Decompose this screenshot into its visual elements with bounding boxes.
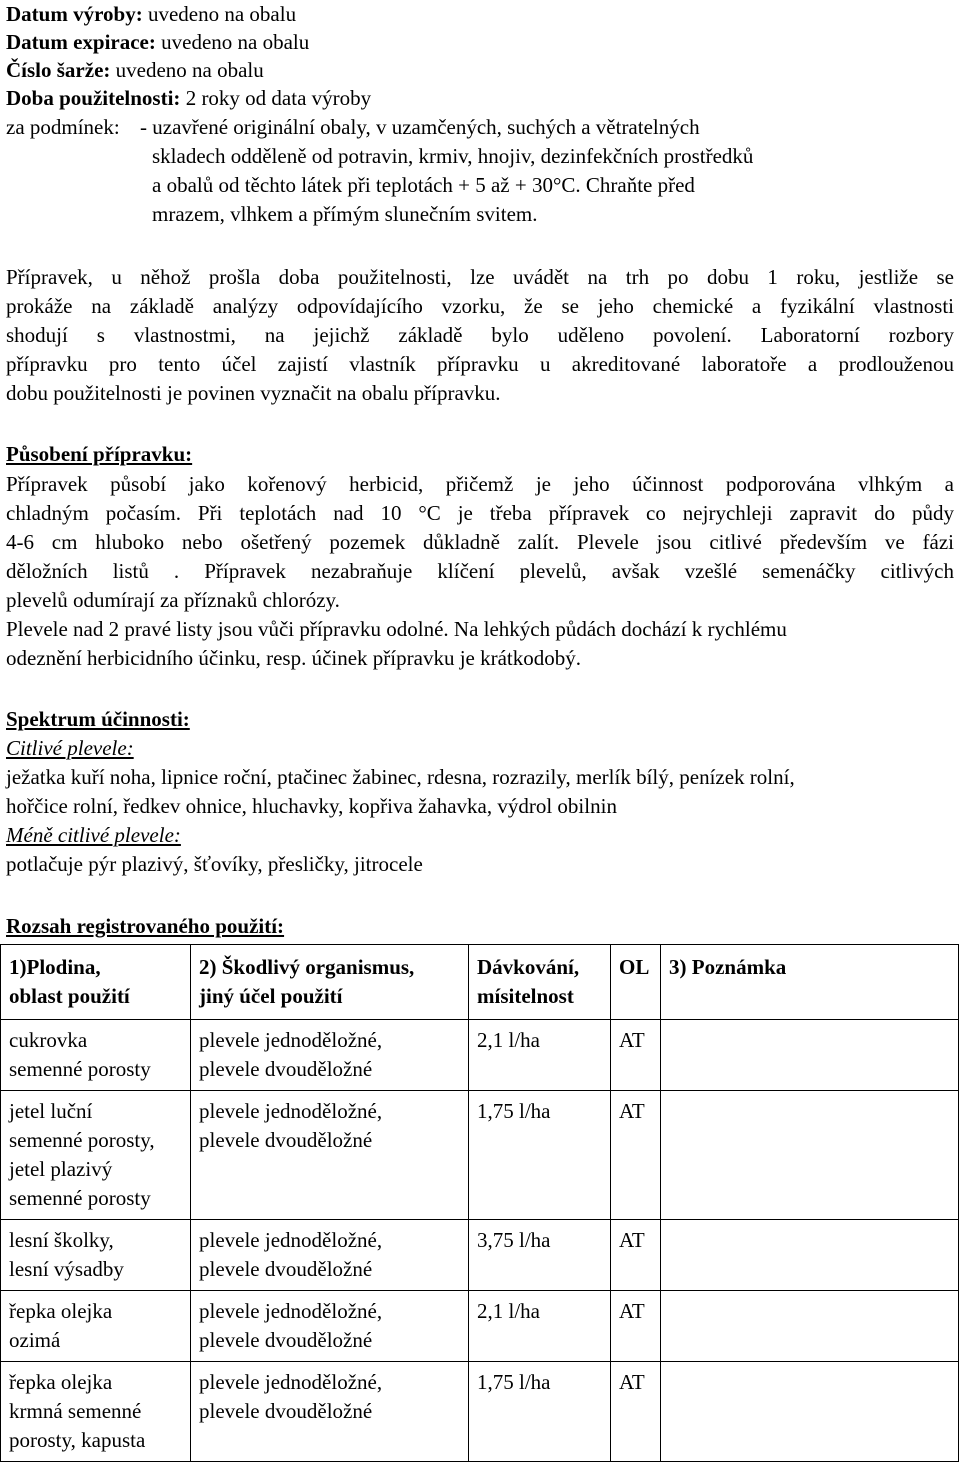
target-cell — [191, 1291, 469, 1362]
expiry-paragraph-line: přípravku pro tento účel zajistí vlastník přípravku u akreditované laboratoře a prodlouženou — [6, 352, 954, 376]
target-cell — [191, 1220, 469, 1291]
action-paragraph-line: 4-6 cm hluboko nebo ošetřený pozemek důkladně zalít. Plevele jsou citlivé především ve fázi — [6, 530, 954, 554]
registration-table — [0, 944, 959, 1462]
shelf-life-value: 2 roky od data výroby — [180, 86, 372, 110]
target-text: plevele jednoděložné, plevele dvouděložné — [199, 1028, 383, 1081]
column-header-target — [191, 945, 469, 1020]
column-header-crop — [1, 945, 191, 1020]
dose-cell — [469, 1291, 611, 1362]
ol-text: AT — [619, 1228, 645, 1252]
dose-text: 3,75 l/ha — [477, 1228, 551, 1252]
conditions-line: - uzavřené originální obaly, v uzamčených, suchých a větratelných — [140, 115, 700, 139]
shelf-life — [6, 84, 371, 113]
ol-cell — [611, 1091, 661, 1220]
ol-cell — [611, 1220, 661, 1291]
table-header-row — [1, 945, 959, 1020]
column-header-dose — [469, 945, 611, 1020]
column-header-text: 2) Škodlivý organismus, jiný účel použití — [199, 955, 415, 1008]
column-header-text: OL — [619, 955, 650, 979]
table-row — [1, 1291, 959, 1362]
column-header-text: 3) Poznámka — [669, 955, 787, 979]
dose-text: 1,75 l/ha — [477, 1370, 551, 1394]
target-cell — [191, 1362, 469, 1462]
less-sensitive-weeds-label: Méně citlivé plevele: — [6, 823, 181, 847]
sensitive-weeds-label: Citlivé plevele: — [6, 736, 134, 760]
action-paragraph-line: Přípravek působí jako kořenový herbicid, přičemž je jeho účinnost podporována vlhkým a — [6, 472, 954, 496]
ol-cell — [611, 1362, 661, 1462]
column-header-ol — [611, 945, 661, 1020]
expiry-paragraph-line: Přípravek, u něhož prošla doba použitelnosti, lze uvádět na trh po dobu 1 roku, jestliže se — [6, 265, 954, 289]
column-header-note — [661, 945, 959, 1020]
column-header-text: Dávkování, mísitelnost — [477, 955, 580, 1008]
spectrum-heading: Spektrum účinnosti: — [6, 707, 190, 731]
action-paragraph-line: Plevele nad 2 pravé listy jsou vůči přípravku odolné. Na lehkých půdách dochází k rychlému — [6, 617, 787, 641]
expiry-date-label: Datum expirace: — [6, 30, 156, 54]
ol-text: AT — [619, 1099, 645, 1123]
note-cell — [661, 1291, 959, 1362]
dose-text: 2,1 l/ha — [477, 1028, 540, 1052]
batch-number-value: uvedeno na obalu — [110, 58, 264, 82]
note-cell — [661, 1091, 959, 1220]
manufacture-date — [6, 0, 296, 29]
ol-cell — [611, 1291, 661, 1362]
table-row — [1, 1091, 959, 1220]
dose-cell — [469, 1220, 611, 1291]
registration-heading: Rozsah registrovaného použití: — [6, 914, 285, 938]
less-sensitive-weeds-line: potlačuje pýr plazivý, šťovíky, přesličky, jitrocele — [6, 852, 423, 876]
action-paragraph-line: chladným počasím. Při teplotách nad 10 °C je třeba přípravek co nejrychleji zapravit do půdy — [6, 501, 954, 525]
sensitive-weeds-line: ježatka kuří noha, lipnice roční, ptačinec žabinec, rdesna, rozrazily, merlík bílý, penízek rolní, — [6, 765, 795, 789]
target-text: plevele jednoděložné, plevele dvouděložné — [199, 1370, 383, 1423]
ol-text: AT — [619, 1299, 645, 1323]
ol-text: AT — [619, 1028, 645, 1052]
dose-cell — [469, 1362, 611, 1462]
crop-text: lesní školky, lesní výsadby — [9, 1228, 124, 1281]
crop-cell — [1, 1091, 191, 1220]
manufacture-date-label: Datum výroby: — [6, 2, 143, 26]
conditions-line: skladech odděleně od potravin, krmiv, hnojiv, dezinfekčních prostředků — [152, 144, 754, 168]
expiry-date — [6, 28, 309, 57]
dose-text: 1,75 l/ha — [477, 1099, 551, 1123]
expiry-paragraph-line: dobu použitelnosti je povinen vyznačit na obalu přípravku. — [6, 381, 501, 405]
action-heading: Působení přípravku: — [6, 442, 193, 466]
crop-text: cukrovka semenné porosty — [9, 1028, 151, 1081]
note-cell — [661, 1362, 959, 1462]
expiry-date-value: uvedeno na obalu — [155, 30, 310, 54]
crop-cell — [1, 1020, 191, 1091]
action-paragraph-line: odeznění herbicidního účinku, resp. účinek přípravku je krátkodobý. — [6, 646, 581, 670]
target-cell — [191, 1020, 469, 1091]
crop-text: řepka olejka ozimá — [9, 1299, 113, 1352]
crop-cell — [1, 1362, 191, 1462]
target-cell — [191, 1091, 469, 1220]
dose-cell — [469, 1091, 611, 1220]
crop-text: řepka olejka krmná semenné porosty, kapusta — [9, 1370, 146, 1452]
column-header-text: 1)Plodina, oblast použití — [9, 955, 130, 1008]
crop-cell — [1, 1220, 191, 1291]
target-text: plevele jednoděložné, plevele dvouděložné — [199, 1228, 383, 1281]
table-row — [1, 1220, 959, 1291]
ol-text: AT — [619, 1370, 645, 1394]
table-row — [1, 1020, 959, 1091]
batch-number — [6, 56, 264, 85]
shelf-life-label: Doba použitelnosti: — [6, 86, 181, 110]
manufacture-date-value: uvedeno na obalu — [142, 2, 297, 26]
conditions-line: mrazem, vlhkem a přímým slunečním svitem. — [152, 202, 538, 226]
target-text: plevele jednoděložné, plevele dvouděložné — [199, 1299, 383, 1352]
sensitive-weeds-line: hořčice rolní, ředkev ohnice, hluchavky, kopřiva žahavka, výdrol obilnin — [6, 794, 617, 818]
ol-cell — [611, 1020, 661, 1091]
table-row — [1, 1362, 959, 1462]
action-paragraph-line: plevelů odumírají za příznaků chlorózy. — [6, 588, 340, 612]
conditions-label: za podmínek: — [6, 115, 120, 139]
crop-text: jetel luční semenné porosty, jetel plazivý semenné porosty — [9, 1099, 155, 1210]
expiry-paragraph-line: prokáže na základě analýzy odpovídajícího vzorku, že se jeho chemické a fyzikální vlastnosti — [6, 294, 954, 318]
note-cell — [661, 1220, 959, 1291]
dose-cell — [469, 1020, 611, 1091]
dose-text: 2,1 l/ha — [477, 1299, 540, 1323]
conditions-line: a obalů od těchto látek při teplotách + 5 až + 30°C. Chraňte před — [152, 173, 695, 197]
batch-number-label: Číslo šarže: — [6, 58, 111, 82]
note-cell — [661, 1020, 959, 1091]
crop-cell — [1, 1291, 191, 1362]
action-paragraph-line: děložních listů . Přípravek nezabraňuje klíčení plevelů, avšak vzešlé semenáčky citlivých — [6, 559, 954, 583]
expiry-paragraph-line: shodují s vlastnostmi, na jejichž základě bylo uděleno povolení. Laboratorní rozbory — [6, 323, 954, 347]
target-text: plevele jednoděložné, plevele dvouděložné — [199, 1099, 383, 1152]
